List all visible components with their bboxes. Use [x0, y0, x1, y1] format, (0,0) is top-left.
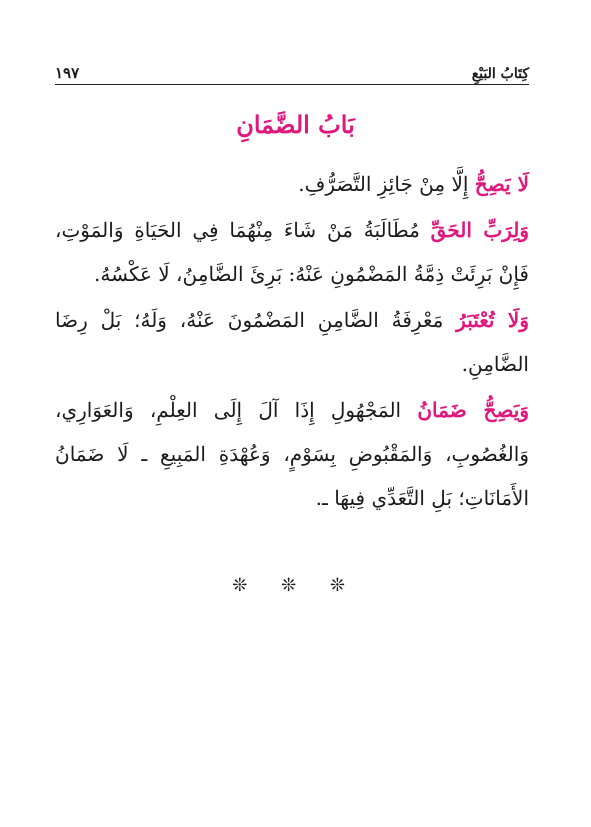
- running-book-title: كِتَابُ البَيْعِ: [471, 66, 529, 82]
- paragraph-3: [55, 298, 529, 386]
- paragraph-4-keyword: وَيَصِحُّ ضَمَانُ: [417, 398, 529, 422]
- paragraph-2-keyword: وَلِرَبِّ الحَقِّ: [430, 218, 529, 242]
- page-header: [55, 58, 529, 85]
- paragraph-1-keyword: لَا يَصِحُّ: [474, 172, 529, 196]
- paragraph-3-keyword: وَلَا تُعْتَبَرُ: [456, 308, 529, 332]
- section-separator: ❊ ❊ ❊: [232, 575, 359, 596]
- paragraph-2-text: مُطَالَبَةُ مَنْ شَاءَ مِنْهُمَا فِي الحَيَاةِ وَالمَوْتِ، فَإِنْ بَرِئَتْ ذِمَّةُ المَضْمُونِ عَنْهُ: بَرِئَ الضَّامِنُ، لَا عَكْسُهُ.: [55, 218, 529, 286]
- chapter-title: بَابُ الضَّمَانِ: [236, 110, 355, 139]
- paragraph-4-text: المَجْهُولِ إِذَا آلَ إِلَى العِلْمِ، وَالعَوَارِي، وَالغُصُوبِ، وَالمَقْبُوضِ بِسَوْمٍ، وَعُهْدَةِ المَبِيعِ ـ لَا ضَمَانُ الأَمَانَاتِ؛ بَلِ التَّعَدِّي فِيهَا ـ.: [55, 398, 529, 510]
- body-text: [55, 162, 529, 520]
- paragraph-3-text: مَعْرِفَةُ الضَّامِنِ المَضْمُونَ عَنْهُ، وَلَهُ؛ بَلْ رِضَا الضَّامِنِ.: [55, 308, 529, 376]
- page-number: ١٩٧: [55, 64, 80, 82]
- paragraph-2: [55, 208, 529, 296]
- paragraph-1: [55, 162, 529, 206]
- paragraph-1-text: إِلَّا مِنْ جَائِزِ التَّصَرُّفِ.: [298, 172, 475, 196]
- paragraph-4: [55, 388, 529, 520]
